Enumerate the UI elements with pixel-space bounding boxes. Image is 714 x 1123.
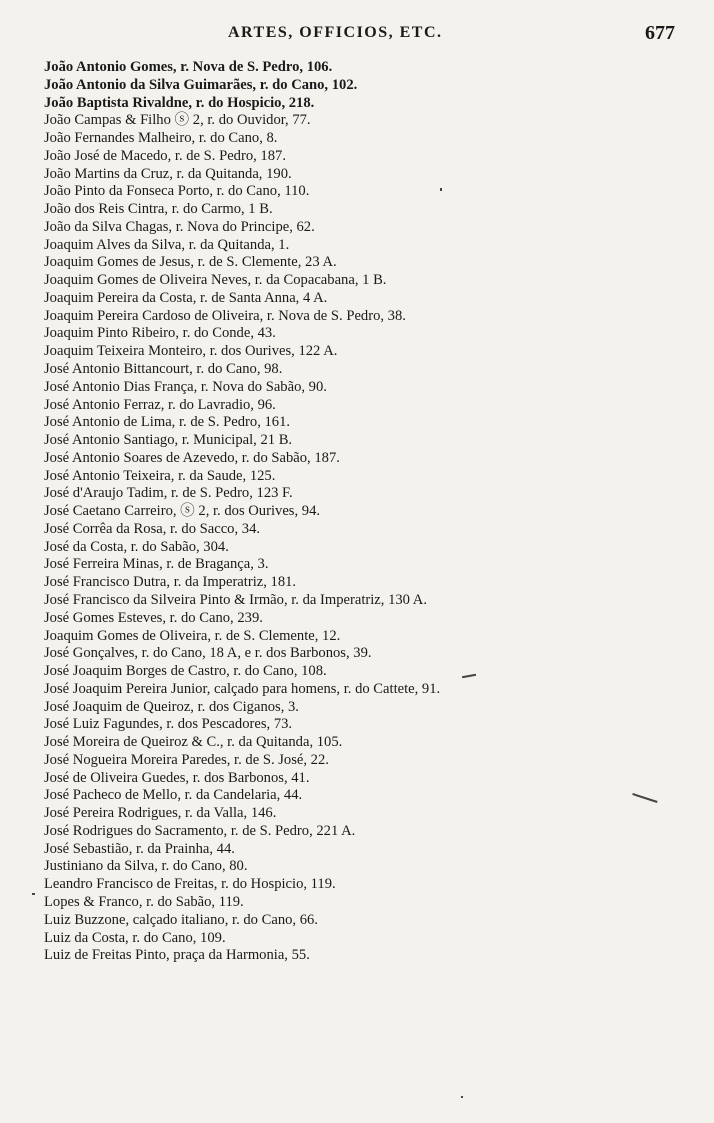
- directory-entry: Joaquim Alves da Silva, r. da Quitanda, 1.: [44, 236, 290, 253]
- directory-entry: José Joaquim Borges de Castro, r. do Cano, 108.: [44, 663, 327, 680]
- directory-entry: João da Silva Chagas, r. Nova do Principe, 62.: [44, 218, 315, 235]
- directory-entry: José Antonio Bittancourt, r. do Cano, 98.: [44, 361, 283, 378]
- directory-entry: José Francisco Dutra, r. da Imperatriz, 181.: [44, 574, 297, 591]
- directory-entry: José Nogueira Moreira Paredes, r. de S. José, 22.: [44, 751, 329, 768]
- directory-entry: José Pacheco de Mello, r. da Candelaria, 44.: [44, 787, 303, 804]
- directory-entry: João Campas & Filho ⓢ 2, r. do Ouvidor, 77.: [44, 112, 311, 129]
- directory-entry: Joaquim Pereira Cardoso de Oliveira, r. Nova de S. Pedro, 38.: [44, 307, 406, 324]
- directory-entry: José Antonio Soares de Azevedo, r. do Sabão, 187.: [44, 449, 340, 466]
- directory-entry: Joaquim Teixeira Monteiro, r. dos Ourives, 122 A.: [44, 343, 338, 360]
- page-header: [0, 22, 714, 46]
- directory-entry: José Caetano Carreiro, ⓢ 2, r. dos Ourives, 94.: [44, 503, 321, 520]
- directory-entry: José Gonçalves, r. do Cano, 18 A, e r. dos Barbonos, 39.: [44, 645, 372, 662]
- directory-entry: João José de Macedo, r. de S. Pedro, 187.: [44, 147, 286, 164]
- directory-entries: [44, 59, 694, 965]
- directory-entry: Luiz Buzzone, calçado italiano, r. do Cano, 66.: [44, 911, 318, 928]
- directory-entry: José Antonio Ferraz, r. do Lavradio, 96.: [44, 396, 276, 413]
- directory-entry: Leandro Francisco de Freitas, r. do Hospicio, 119.: [44, 876, 336, 893]
- directory-entry: José Ferreira Minas, r. de Bragança, 3.: [44, 556, 269, 573]
- directory-entry: João Antonio da Silva Guimarães, r. do Cano, 102.: [44, 76, 358, 93]
- directory-entry: José Luiz Fagundes, r. dos Pescadores, 73.: [44, 716, 293, 733]
- directory-entry: José da Costa, r. do Sabão, 304.: [44, 538, 229, 555]
- directory-entry: José de Oliveira Guedes, r. dos Barbonos, 41.: [44, 769, 310, 786]
- directory-entry: João Fernandes Malheiro, r. do Cano, 8.: [44, 130, 278, 147]
- directory-entry: José Gomes Esteves, r. do Cano, 239.: [44, 609, 263, 626]
- directory-entry: Luiz de Freitas Pinto, praça da Harmonia, 55.: [44, 947, 310, 964]
- print-mark: [440, 188, 442, 191]
- directory-entry: Joaquim Gomes de Oliveira Neves, r. da Copacabana, 1 B.: [44, 272, 387, 289]
- page-number: 677: [645, 22, 675, 44]
- directory-entry: João dos Reis Cintra, r. do Carmo, 1 B.: [44, 201, 273, 218]
- directory-entry: José Antonio Santiago, r. Municipal, 21 B.: [44, 432, 293, 449]
- directory-entry: João Martins da Cruz, r. da Quitanda, 190.: [44, 165, 292, 182]
- directory-entry: José Pereira Rodrigues, r. da Valla, 146.: [44, 805, 277, 822]
- directory-entry: José Antonio de Lima, r. de S. Pedro, 161.: [44, 414, 291, 431]
- directory-entry: José Joaquim Pereira Junior, calçado para homens, r. do Cattete, 91.: [44, 680, 441, 697]
- directory-entry: José Joaquim de Queiroz, r. dos Ciganos, 3.: [44, 698, 299, 715]
- directory-entry: Luiz da Costa, r. do Cano, 109.: [44, 929, 226, 946]
- print-mark: [461, 1096, 463, 1098]
- directory-entry: Joaquim Pereira da Costa, r. de Santa Anna, 4 A.: [44, 289, 328, 306]
- directory-entry: José Moreira de Queiroz & C., r. da Quitanda, 105.: [44, 734, 343, 751]
- directory-entry: José d'Araujo Tadim, r. de S. Pedro, 123 F.: [44, 485, 293, 502]
- section-title: ARTES, OFFICIOS, ETC.: [228, 24, 443, 41]
- directory-entry: Joaquim Gomes de Jesus, r. de S. Clemente, 23 A.: [44, 254, 337, 271]
- directory-entry: Justiniano da Silva, r. do Cano, 80.: [44, 858, 248, 875]
- directory-entry: João Antonio Gomes, r. Nova de S. Pedro, 106.: [44, 59, 333, 75]
- directory-entry: José Antonio Dias França, r. Nova do Sabão, 90.: [44, 378, 327, 395]
- directory-entry: José Sebastião, r. da Prainha, 44.: [44, 840, 235, 857]
- directory-entry: José Corrêa da Rosa, r. do Sacco, 34.: [44, 520, 261, 537]
- directory-entry: José Antonio Teixeira, r. da Saude, 125.: [44, 467, 276, 484]
- directory-entry: José Rodrigues do Sacramento, r. de S. Pedro, 221 A.: [44, 822, 356, 839]
- directory-entry: Joaquim Pinto Ribeiro, r. do Conde, 43.: [44, 325, 276, 342]
- directory-entry: Joaquim Gomes de Oliveira, r. de S. Clemente, 12.: [44, 627, 341, 644]
- directory-entry: José Francisco da Silveira Pinto & Irmão, r. da Imperatriz, 130 A.: [44, 591, 427, 608]
- directory-entry: Lopes & Franco, r. do Sabão, 119.: [44, 893, 244, 910]
- directory-entry: João Baptista Rivaldne, r. do Hospicio, 218.: [44, 94, 315, 111]
- directory-entry: João Pinto da Fonseca Porto, r. do Cano, 110.: [44, 183, 310, 200]
- print-mark: [32, 893, 35, 895]
